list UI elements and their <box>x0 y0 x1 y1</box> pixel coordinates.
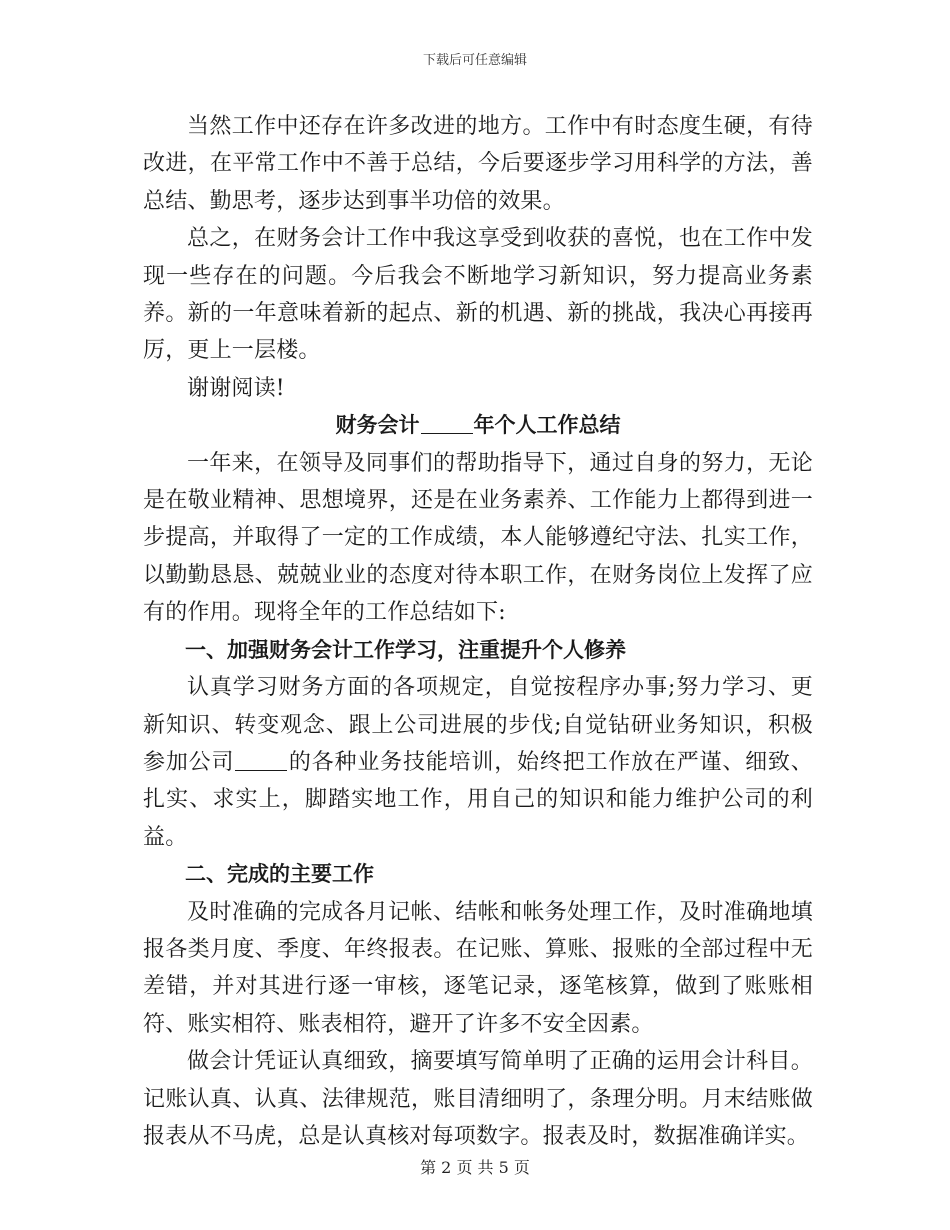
paragraph-summary: 总之，在财务会计工作中我这享受到收获的喜悦，也在工作中发现一些存在的问题。今后我会不断地学习新知识，努力提高业务素养。新的一年意味着新的起点、新的机遇、新的挑战，我决心再接再厉，更上一层楼。 <box>143 226 813 364</box>
paragraph-vouchers: 做会计凭证认真细致，摘要填写简单明了正确的运用会计科目。记账认真、认真、法律规范，账目清细明了，条理分明。月末结账做报表从不马虎，总是认真核对每项数字。报表及时，数据准确详实。 <box>143 1049 813 1149</box>
document-body <box>143 108 813 1155</box>
title-blank <box>421 413 473 434</box>
page-footer <box>0 1158 950 1178</box>
header-note: 下载后可任意编辑 <box>422 53 527 68</box>
page-header <box>0 52 950 70</box>
paragraph-intro: 一年来，在领导及同事们的帮助指导下，通过自身的努力，无论是在敬业精神、思想境界，还是在业务素养、工作能力上都得到进一步提高，并取得了一定的工作成绩，本人能够遵纪守法、扎实工作，以勤勤恳恳、兢兢业业的态度对待本职工作，在财务岗位上发挥了应有的作用。现将全年的工作总结如下: <box>143 450 813 626</box>
company-blank <box>235 750 287 771</box>
title-part-1: 财务会计 <box>335 413 420 438</box>
paragraph-accounting: 及时准确的完成各月记帐、结帐和帐务处理工作，及时准确地填报各类月度、季度、年终报表。在记账、算账、报账的全部过程中无差错，并对其进行逐一审核，逐笔记录，逐笔核算，做到了账账相符、账实相符、账表相符，避开了许多不安全因素。 <box>143 899 813 1037</box>
document-title <box>143 407 813 444</box>
page-number: 第 2 页 共 5 页 <box>420 1158 530 1177</box>
paragraph-thanks: 谢谢阅读! <box>187 375 285 401</box>
paragraph-improvement: 当然工作中还存在许多改进的地方。工作中有时态度生硬，有待改进，在平常工作中不善于总结，今后要逐步学习用科学的方法，善总结、勤思考，逐步达到事半功倍的效果。 <box>143 114 813 214</box>
paragraph-study-part-2: 的各种业务技能培训，始终把工作放在严谨、细致、扎实、求实上，脚踏实地工作，用自己的知识和能力维护公司的利益。 <box>143 749 813 850</box>
title-part-2: 年个人工作总结 <box>473 413 621 438</box>
section-heading-2: 二、完成的主要工作 <box>185 862 374 887</box>
paragraph-study <box>143 669 813 856</box>
paragraph-study-part-1: 认真学习财务方面的各项规定，自觉按程序办事;努力学习、更新知识、转变观念、跟上公司进展的步伐;自觉钻研业务知识，积极参加公司 <box>143 675 813 775</box>
section-heading-1: 一、加强财务会计工作学习，注重提升个人修养 <box>185 637 626 662</box>
